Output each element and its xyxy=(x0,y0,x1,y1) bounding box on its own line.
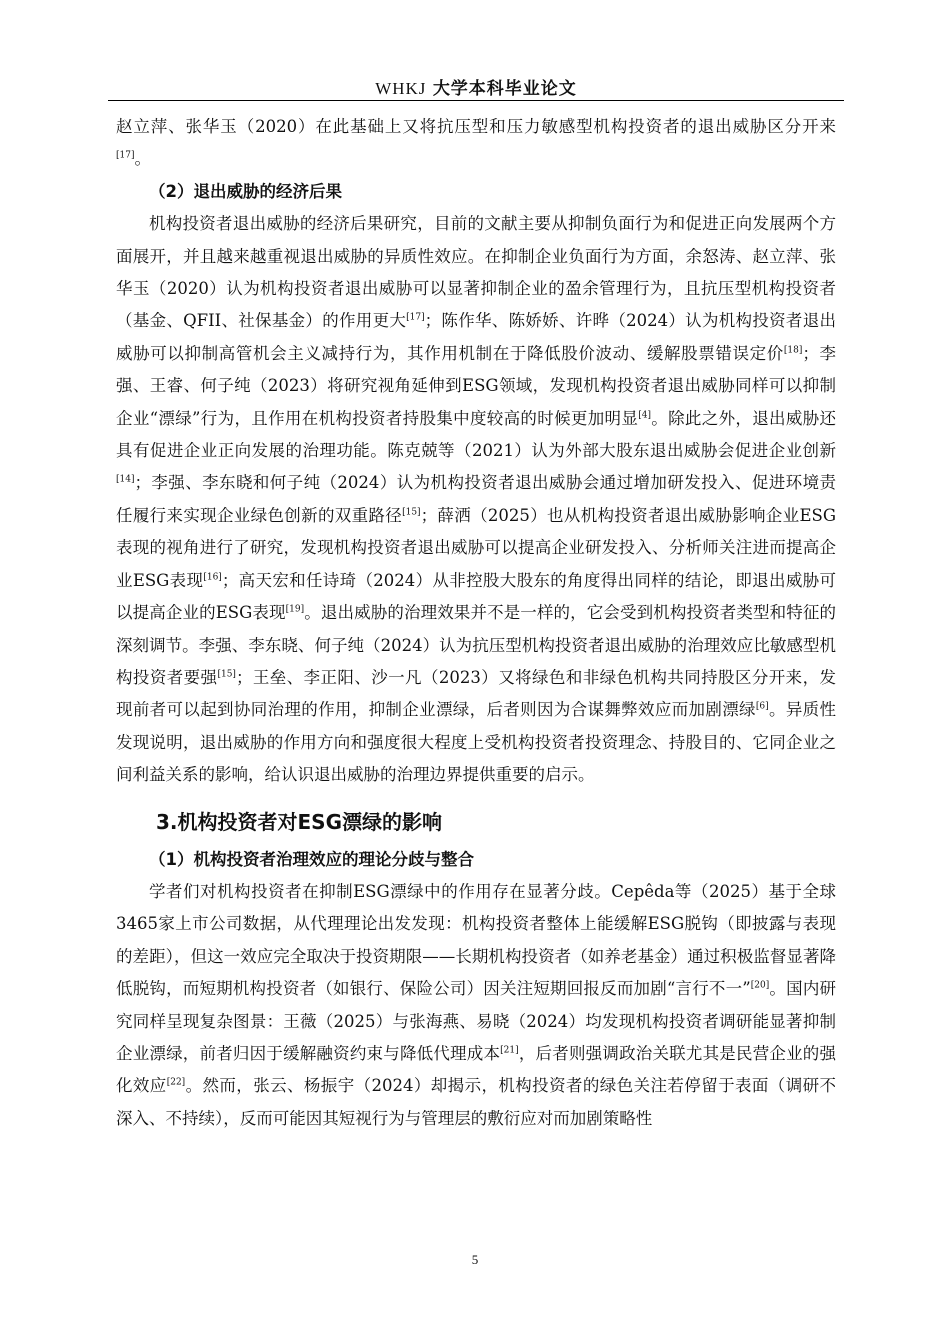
citation: [14] xyxy=(116,474,135,485)
citation: [16] xyxy=(203,572,222,583)
paragraph-theory: 学者们对机构投资者在抑制ESG漂绿中的作用存在显著分歧。Cepêda等（2025）基于全球3465家上市公司数据，从代理理论出发发现：机构投资者整体上能缓解ESG脱钩（即披露与表现的差距），但这一效应完全取决于投资期限——长期机构投资者（如养老基金）通过积极监督显著降低脱钩，而短期机构投资者（如银行、保险公司）因关注短期回报反而加剧“言行不一”[20]。国内研究同样呈现复杂图景：王薇（2025）与张海燕、易晓（2024）均发现机构投资者调研能显著抑制企业漂绿，前者归因于缓解融资约束与降低代理成本[21]，后者则强调政治关联尤其是民营企业的强化效应[22]。然而，张云、杨振宇（2024）却揭示，机构投资者的绿色关注若停留于表面（调研不深入、不持续），反而可能因其短视行为与管理层的敷衍应对而加剧策略性 xyxy=(116,881,837,1128)
running-header xyxy=(108,74,844,100)
citation: [17] xyxy=(406,312,425,323)
citation: [6] xyxy=(755,701,769,712)
citation: [15] xyxy=(402,507,421,518)
header-rule xyxy=(108,100,844,101)
paragraph-exit-consequences: 机构投资者退出威胁的经济后果研究，目前的文献主要从抑制负面行为和促进正向发展两个方面展开，并且越来越重视退出威胁的异质性效应。在抑制企业负面行为方面，余怒涛、赵立萍、张华玉（2020）认为机构投资者退出威胁可以显著抑制企业的盈余管理行为，且抗压型机构投资者（基金、QFII、社保基金）的作用更大[17]；陈作华、陈娇娇、许晔（2024）认为机构投资者退出威胁可以抑制高管机会主义减持行为，其作用机制在于降低股价波动、缓解股票错误定价[18]；李强、王睿、何子纯（2023）将研究视角延伸到ESG领域，发现机构投资者退出威胁同样可以抑制企业“漂绿”行为，且作用在机构投资者持股集中度较高的时候更加明显[4]。除此之外，退出威胁还具有促进企业正向发展的治理功能。陈克兢等（2021）认为外部大股东退出威胁会促进企业创新[14]；李强、李东晓和何子纯（2024）认为机构投资者退出威胁会通过增加研发投入、促进环境责任履行来实现企业绿色创新的双重路径[15]；薛洒（2025）也从机构投资者退出威胁影响企业ESG表现的视角进行了研究，发现机构投资者退出威胁可以提高企业研发投入、分析师关注进而提高企业ESG表现[16]；高天宏和任诗琦（2024）从非控股大股东的角度得出同样的结论，即退出威胁可以提高企业的ESG表现[19]。退出威胁的治理效果并不是一样的，它会受到机构投资者类型和特征的深刻调节。李强、李东晓、何子纯（2024）认为抗压型机构投资者退出威胁的治理效应比敏感型机构投资者要强[15]；王垒、李正阳、沙一凡（2023）又将绿色和非绿色机构共同持股区分开来，发现前者可以起到协同治理的作用，抑制企业漂绿，后者则因为合谋舞弊效应而加剧漂绿[6]。异质性发现说明，退出威胁的作用方向和强度很大程度上受机构投资者投资理念、持股目的、它同企业之间利益关系的影响，给认识退出威胁的治理边界提供重要的启示。 xyxy=(116,214,837,785)
citation: [21] xyxy=(500,1045,519,1056)
citation: [17] xyxy=(116,150,135,161)
citation: [15] xyxy=(217,669,236,680)
page-number: 5 xyxy=(471,1252,479,1267)
subheading-theory: （1）机构投资者治理效应的理论分歧与整合 xyxy=(149,849,474,869)
citation: [18] xyxy=(783,345,803,356)
section-heading-3: 3.机构投资者对ESG漂绿的影响 xyxy=(156,809,442,834)
subheading-exit-consequences: （2）退出威胁的经济后果 xyxy=(149,181,342,201)
citation: [20] xyxy=(750,980,770,991)
paragraph-continuation: 赵立萍、张华玉（2020）在此基础上又将抗压型和压力敏感型机构投资者的退出威胁区分开来[17]。 xyxy=(116,117,836,169)
page-body xyxy=(116,111,836,1135)
citation: [22] xyxy=(166,1077,186,1088)
citation: [19] xyxy=(285,604,305,615)
header-university-code: WHKJ xyxy=(375,79,427,98)
header-title: 大学本科毕业论文 xyxy=(432,79,577,99)
citation: [4] xyxy=(638,410,651,421)
